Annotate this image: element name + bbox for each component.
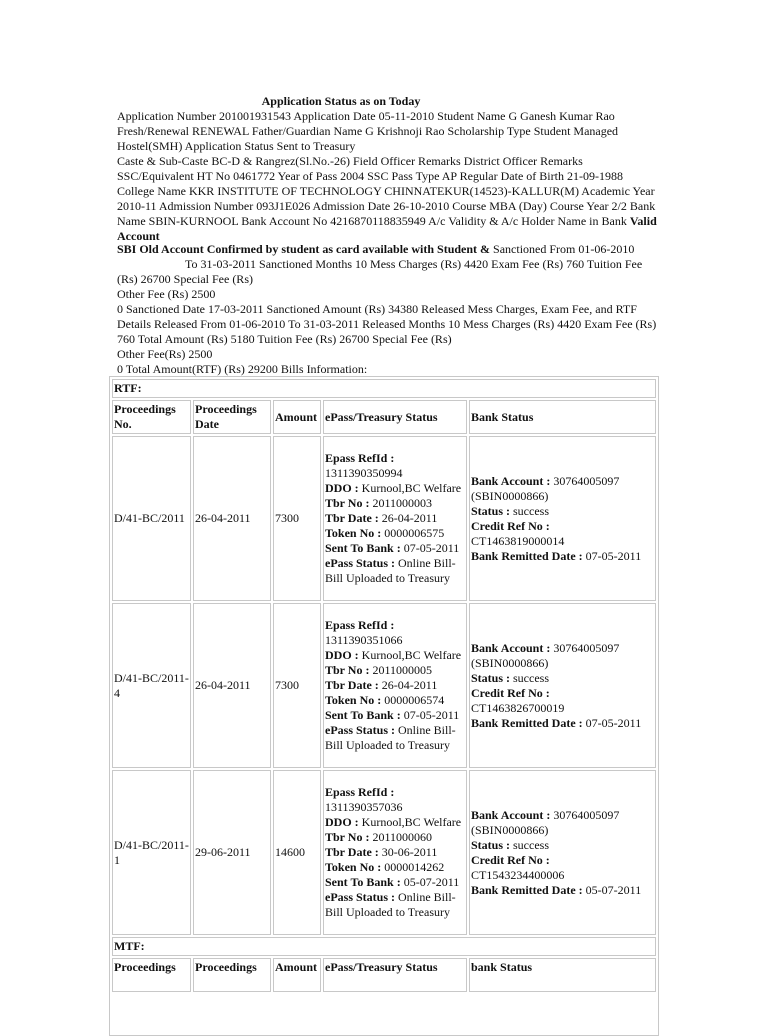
proceedings-date: 26-04-2011 <box>193 436 271 601</box>
bank-account-label: Bank Account : <box>471 473 551 488</box>
mtf-section-row <box>112 937 656 956</box>
status-value: success <box>513 837 550 852</box>
proceedings-no: D/41-BC/2011-4 <box>112 603 191 768</box>
epass-status-label: ePass Status : <box>325 556 396 570</box>
table-row <box>112 770 656 935</box>
sent-to-bank-value: 07-05-2011 <box>403 708 460 722</box>
mtf-header-epass-status: ePass/Treasury Status <box>323 958 467 992</box>
mtf-section-label: MTF: <box>112 937 656 956</box>
epass-refid-label: Epass RefId : <box>325 785 395 799</box>
proceedings-date: 26-04-2011 <box>193 603 271 768</box>
tbr-no-value: 2011000060 <box>372 830 433 844</box>
credit-ref-value: CT1463819000014 <box>471 533 565 548</box>
tbr-date-value: 30-06-2011 <box>381 845 438 859</box>
status-label: Status : <box>471 670 511 685</box>
bank-account-value: 30764005097 (SBIN0000866) <box>471 473 620 503</box>
credit-ref-label: Credit Ref No : <box>471 852 550 867</box>
epass-refid-value: 1311390350994 <box>325 466 403 480</box>
header-amount: Amount <box>273 400 321 434</box>
status-value: success <box>513 670 550 685</box>
remitted-date-value: 07-05-2011 <box>585 548 642 563</box>
other-fee <box>117 287 657 302</box>
header-bank-status: Bank Status <box>469 400 656 434</box>
tbr-date-value: 26-04-2011 <box>381 511 438 525</box>
ddo-value: Kurnool,BC Welfare <box>361 648 462 662</box>
ddo-label: DDO : <box>325 815 359 829</box>
ddo-label: DDO : <box>325 648 359 662</box>
status-label: Status : <box>471 503 511 518</box>
tbr-no-label: Tbr No : <box>325 830 370 844</box>
sanction-details <box>117 242 657 287</box>
token-no-value: 0000006574 <box>384 693 445 707</box>
bank-account-value: 30764005097 (SBIN0000866) <box>471 807 620 837</box>
sent-to-bank-label: Sent To Bank : <box>325 875 401 889</box>
proceedings-no: D/41-BC/2011-1 <box>112 770 191 935</box>
valid-account-label: Valid Account <box>117 214 657 243</box>
token-no-label: Token No : <box>325 860 382 874</box>
tbr-no-label: Tbr No : <box>325 496 370 510</box>
epass-status-value: Online Bill-Bill Uploaded to Treasury <box>325 556 456 585</box>
sent-to-bank-value: 05-07-2011 <box>403 875 460 889</box>
credit-ref-label: Credit Ref No : <box>471 518 550 533</box>
remitted-date-value: 05-07-2011 <box>585 882 642 897</box>
page-title: Application Status as on Today <box>261 94 421 108</box>
sent-to-bank-label: Sent To Bank : <box>325 708 401 722</box>
released-details-text: 0 Sanctioned Date 17-03-2011 Sanctioned Amount (Rs) 34380 Released Mess Charges, Exam Fee, and RTF Details Released From 01-06-2010 To 31-03-2011 Released Months 10 Mess Charges (Rs) 4420 Exam Fee (Rs) 760 Total Amount (Rs) 5180 Tuition Fee (Rs) 26700 Special Fee (Rs) <box>117 302 657 346</box>
proceedings-date: 29-06-2011 <box>193 770 271 935</box>
epass-refid-label: Epass RefId : <box>325 618 395 632</box>
epass-status-value: Online Bill-Bill Uploaded to Treasury <box>325 723 456 752</box>
bank-status-cell <box>469 770 656 935</box>
sent-to-bank-value: 07-05-2011 <box>403 541 460 555</box>
epass-refid-value: 1311390357036 <box>325 800 403 814</box>
epass-status-cell <box>323 436 467 601</box>
remitted-date-value: 07-05-2011 <box>585 715 642 730</box>
amount: 14600 <box>273 770 321 935</box>
sent-to-bank-label: Sent To Bank : <box>325 541 401 555</box>
credit-ref-value: CT1463826700019 <box>471 700 565 715</box>
proceedings-no: D/41-BC/2011 <box>112 436 191 601</box>
amount: 7300 <box>273 603 321 768</box>
tbr-no-value: 2011000005 <box>372 663 433 677</box>
table-row <box>112 436 656 601</box>
bills-table-container <box>109 376 659 1036</box>
sanction-to-text: To 31-03-2011 Sanctioned Months 10 Mess Charges (Rs) 4420 Exam Fee (Rs) 760 Tuition Fee (Rs) 26700 Special Fee (Rs) <box>117 257 643 286</box>
other-fee-2 <box>117 347 657 362</box>
mtf-header-proceedings-date: Proceedings <box>193 958 271 992</box>
mtf-header-amount: Amount <box>273 958 321 992</box>
remitted-date-label: Bank Remitted Date : <box>471 548 583 563</box>
token-no-label: Token No : <box>325 526 382 540</box>
ddo-value: Kurnool,BC Welfare <box>361 481 462 495</box>
token-no-value: 0000014262 <box>384 860 445 874</box>
credit-ref-label: Credit Ref No : <box>471 685 550 700</box>
epass-refid-value: 1311390351066 <box>325 633 403 647</box>
credit-ref-value: CT1543234400006 <box>471 867 565 882</box>
token-no-label: Token No : <box>325 693 382 707</box>
tbr-no-label: Tbr No : <box>325 663 370 677</box>
epass-status-cell <box>323 770 467 935</box>
bank-status-cell <box>469 436 656 601</box>
header-proceedings-no: Proceedings No. <box>112 400 191 434</box>
epass-status-label: ePass Status : <box>325 890 396 904</box>
bank-account-label: Bank Account : <box>471 807 551 822</box>
header-epass-status: ePass/Treasury Status <box>323 400 467 434</box>
header-proceedings-date: Proceedings Date <box>193 400 271 434</box>
mtf-header-proceedings-no: Proceedings <box>112 958 191 992</box>
sbi-old-account-label: SBI Old Account Confirmed by student as card available with Student & <box>117 242 491 256</box>
epass-status-cell <box>323 603 467 768</box>
application-details-text: Application Number 201001931543 Application Date 05-11-2010 Student Name G Ganesh Kumar Rao Fresh/Renewal RENEWAL Father/Guardian Name G Krishnoji Rao Scholarship Type Student Managed Hostel(SMH) Application Status Sent to Treasury <box>117 109 619 153</box>
mtf-header-bank-status: bank Status <box>469 958 656 992</box>
table-row <box>112 603 656 768</box>
other-fee-2-text: Other Fee(Rs) 2500 <box>117 347 213 361</box>
sanction-from-text: Sanctioned From 01-06-2010 <box>493 242 635 256</box>
total-amount-text: 0 Total Amount(RTF) (Rs) 29200 Bills Information: <box>117 362 368 376</box>
rtf-section-row <box>112 379 656 398</box>
other-fee-text: Other Fee (Rs) 2500 <box>117 287 216 301</box>
tbr-date-value: 26-04-2011 <box>381 678 438 692</box>
ddo-label: DDO : <box>325 481 359 495</box>
epass-refid-label: Epass RefId : <box>325 451 395 465</box>
student-details-text: Caste & Sub-Caste BC-D & Rangrez(Sl.No.-26) Field Officer Remarks District Officer Remarks SSC/Equivalent HT No 0461772 Year of Pass 2004 SSC Pass Type AP Regular Date of Birth 21-09-1988 College Name KKR INSTITUTE OF TECHNOLOGY CHINNATEKUR(14523)-KALLUR(M) Academic Year 2010-11 Admission Number 093J1E026 Admission Date 26-10-2010 Course MBA (Day) Course Year 2/2 Bank Name SBIN-KURNOOL Bank Account No 4216870118835949 A/c Validity & A/c Holder Name in Bank <box>117 154 656 228</box>
remitted-date-label: Bank Remitted Date : <box>471 882 583 897</box>
rtf-section-label: RTF: <box>112 379 656 398</box>
amount: 7300 <box>273 436 321 601</box>
epass-status-value: Online Bill-Bill Uploaded to Treasury <box>325 890 456 919</box>
rtf-header-row <box>112 400 656 434</box>
bank-account-value: 30764005097 (SBIN0000866) <box>471 640 620 670</box>
total-amount <box>117 362 657 377</box>
mtf-header-row <box>112 958 656 992</box>
remitted-date-label: Bank Remitted Date : <box>471 715 583 730</box>
tbr-date-label: Tbr Date : <box>325 845 379 859</box>
student-details <box>117 154 657 244</box>
application-details <box>117 109 657 154</box>
epass-status-label: ePass Status : <box>325 723 396 737</box>
tbr-date-label: Tbr Date : <box>325 678 379 692</box>
bank-account-label: Bank Account : <box>471 640 551 655</box>
ddo-value: Kurnool,BC Welfare <box>361 815 462 829</box>
status-label: Status : <box>471 837 511 852</box>
token-no-value: 0000006575 <box>384 526 445 540</box>
tbr-date-label: Tbr Date : <box>325 511 379 525</box>
status-value: success <box>513 503 550 518</box>
released-details <box>117 302 657 347</box>
tbr-no-value: 2011000003 <box>372 496 433 510</box>
bills-table <box>110 377 658 994</box>
bank-status-cell <box>469 603 656 768</box>
